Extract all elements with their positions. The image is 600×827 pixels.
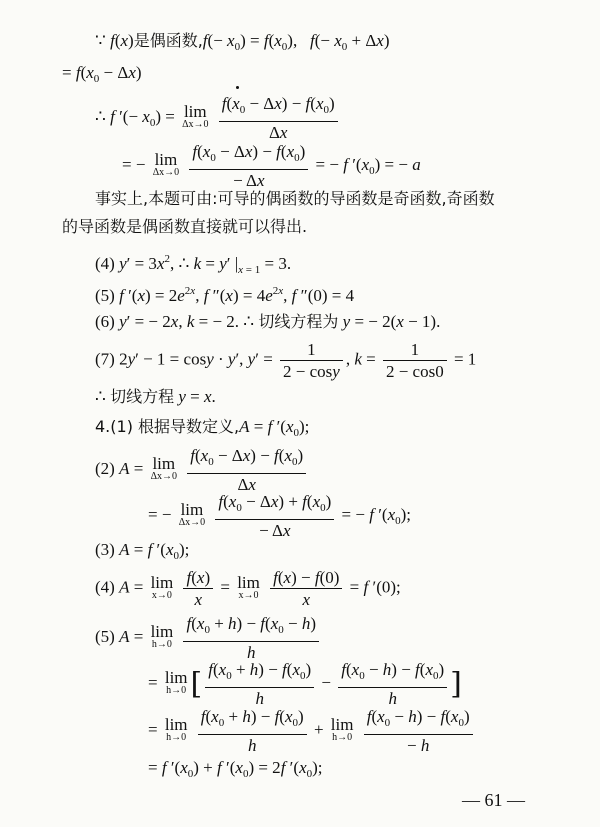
q4-2: (2) A = lim Δx→0 $\frac{f(x_0 - \Delta x) - f(x_0)}{\Delta x}$ xyxy=(95,446,309,494)
q4-5: (5) A = lim h→0 $\frac{f(x_0 + h) - f(x_0 - h)}{h}$ xyxy=(95,614,322,662)
item-4: (4) $y' = 3x^2$, ∴ k = y′ $|_{x = 1} = 3$. xyxy=(95,253,292,276)
item-6: (6) y′ = − 2x, k = − 2. ∴ 切线方程为 y = − 2(x − 1). xyxy=(95,312,441,331)
line-4: = − lim Δx→0 $\frac{f(x_0 - \Delta x) - f(x_0)}{- \Delta x}$ = − f $'(x_0)$ = − a xyxy=(122,142,421,190)
fact-line-2: 的导函数是偶函数直接就可以得出. xyxy=(62,217,308,236)
line-3: ∴ f ′(− $x_0$) = lim Δx→0 $\frac{f(x_0 - \Delta x) - f(x_0)}{\Delta x}$ xyxy=(95,94,341,142)
item-7: (7) 2y′ − 1 = cosy · y′, y′ = $\frac{1}{2 - \cos y}$ , k = $\frac{1}{2 - \cos 0}$ = 1 xyxy=(95,340,477,381)
tangent-line: ∴ 切线方程 y = x. xyxy=(95,387,216,406)
stray-dot xyxy=(236,86,239,89)
because-symbol: ∵ xyxy=(95,31,106,50)
therefore-symbol: ∴ xyxy=(95,106,106,126)
even-text: 是偶函数, xyxy=(133,31,203,50)
q4-5-step2: = lim h→0 [ $\frac{f(x_0 + h) - f(x_0)}{h}$ − $\frac{f(x_0 - h) - f(x_0)}{h}$ ] xyxy=(148,660,462,708)
item-5: (5) f $'(x) = 2e^{2x}$, f $''(x) = 4e^{2x}$, f ″(0) = 4 xyxy=(95,285,355,305)
fact-line-1: 事实上,本题可由:可导的偶函数的导函数是奇函数,奇函数 xyxy=(95,189,495,208)
q4-1: 4.(1) 根据导数定义,A = f $'(x_0)$; xyxy=(95,417,310,439)
q4-3: (3) A = f $'(x_0)$; xyxy=(95,540,190,562)
q4-2-cont: = − lim Δx→0 $\frac{f(x_0 - \Delta x) + f(x_0)}{- \Delta x}$ = − f $'(x_0)$; xyxy=(148,492,412,540)
q4-4: (4) A = lim x→0 $\frac{f(x)}{x}$ = lim x→0 $\frac{f(x) - f(0)}{x}$ = f ′(0); xyxy=(95,568,401,609)
line-1: ∵ f(x)是偶函数$,f(- x_0) = f(x_0)$, $f(- x_0 + \Delta x)$ xyxy=(95,31,390,53)
page-number: — 61 — xyxy=(462,790,525,810)
q4-5-step4: = f $'(x_0) + f$ $'(x_0) = 2f$ $'(x_0)$; xyxy=(148,758,323,780)
line-2: = $f(x_0 - \Delta x)$ xyxy=(62,63,142,85)
q4-5-step3: = lim h→0 $\frac{f(x_0 + h) - f(x_0)}{h}$ + lim h→0 $\frac{f(x_0 - h) - f(x_0)}{- h}$ xyxy=(148,707,476,755)
